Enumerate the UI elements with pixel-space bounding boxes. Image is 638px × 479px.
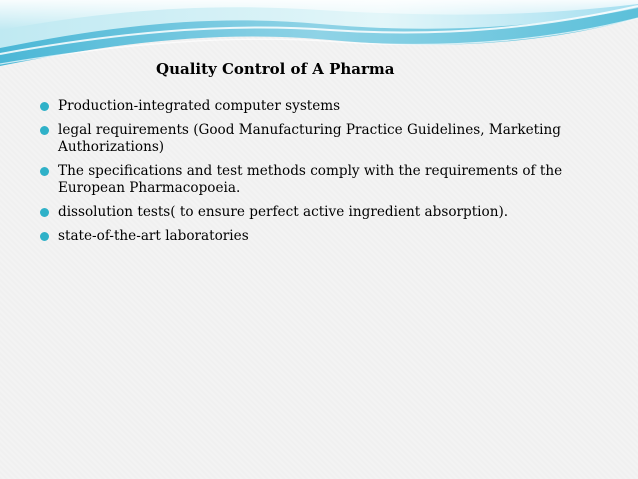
bullet-icon	[40, 208, 49, 217]
list-item	[38, 122, 598, 156]
bullet-text: Production-integrated computer systems	[58, 98, 341, 114]
bullet-text: legal requirements (Good Manufacturing Practice Guidelines, Marketing Authorizations)	[58, 122, 561, 155]
bullet-icon	[40, 102, 49, 111]
bullet-icon	[40, 126, 49, 135]
bullet-icon	[40, 232, 49, 241]
bullet-list	[38, 98, 598, 252]
bullet-text: The specifications and test methods comply with the requirements of the European Pharmacopoeia.	[58, 163, 563, 196]
list-item	[38, 163, 598, 197]
list-item	[38, 204, 598, 221]
bullet-text: dissolution tests( to ensure perfect active ingredient absorption).	[58, 204, 509, 220]
list-item	[38, 228, 598, 245]
bullet-text: state-of-the-art laboratories	[58, 228, 249, 244]
slide-title: Quality Control of A Pharma	[156, 60, 395, 78]
bullet-icon	[40, 167, 49, 176]
list-item	[38, 98, 598, 115]
